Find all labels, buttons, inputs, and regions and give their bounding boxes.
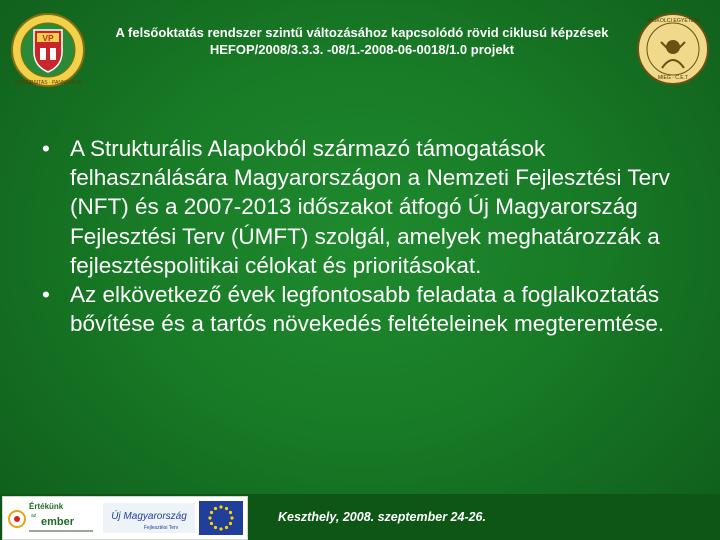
bullet-dot-icon: • xyxy=(42,136,50,161)
bullet-text: A Strukturális Alapokból származó támogatások felhasználására Magyarországon a Nemzeti Fejlesztési Terv (NFT) és a 2007-2013 időszakot átfogó Új Magyarország Fejlesztési Terv (ÚMFT) szolgál, amelyek meghatározzák a fejlesztéspolitikai célokat és prioritásokat. xyxy=(70,136,670,278)
ertekunk-az-ember-logo xyxy=(7,499,99,537)
svg-text:MISKOLCI EGYETEM: MISKOLCI EGYETEM xyxy=(647,18,699,24)
header-title-line-1: A felsőoktatás rendszer szintű változásához kapcsolódó rövid ciklusú képzések xyxy=(115,25,609,40)
header-title xyxy=(92,24,632,58)
university-crest-logo xyxy=(10,12,86,88)
svg-text:ember: ember xyxy=(41,516,75,528)
svg-text:Új Magyarország: Új Magyarország xyxy=(111,511,187,522)
bullet-dot-icon: • xyxy=(42,282,50,308)
bullet-list xyxy=(40,134,690,338)
svg-text:Fejlesztési Terv: Fejlesztési Terv xyxy=(143,525,179,531)
university-seal-logo xyxy=(636,12,710,86)
header-title-line-2: HEFOP/2008/3.3.3. -08/1.-2008-06-0018/1.0 projekt xyxy=(209,42,515,57)
eu-flag-icon xyxy=(199,501,243,535)
svg-text:az: az xyxy=(31,513,37,519)
bullet-item xyxy=(40,280,690,338)
footer-location-date: Keszthely, 2008. szeptember 24-26. xyxy=(278,510,486,524)
svg-text:Értékünk: Értékünk xyxy=(29,502,64,511)
footer-logo-strip xyxy=(2,496,248,540)
svg-text:VP: VP xyxy=(42,33,54,43)
bullet-text: Az elkövetkező évek legfontosabb feladata a foglalkoztatás bővítése és a tartós növekedés feltételeinek megteremtése. xyxy=(70,282,665,337)
uj-magyarorszag-logo xyxy=(103,499,195,537)
bullet-item xyxy=(40,134,690,280)
svg-text:MIEG · C.E.T: MIEG · C.E.T xyxy=(658,75,688,81)
svg-text:UNIVERSITAS · PANNONICA: UNIVERSITAS · PANNONICA xyxy=(14,80,82,86)
